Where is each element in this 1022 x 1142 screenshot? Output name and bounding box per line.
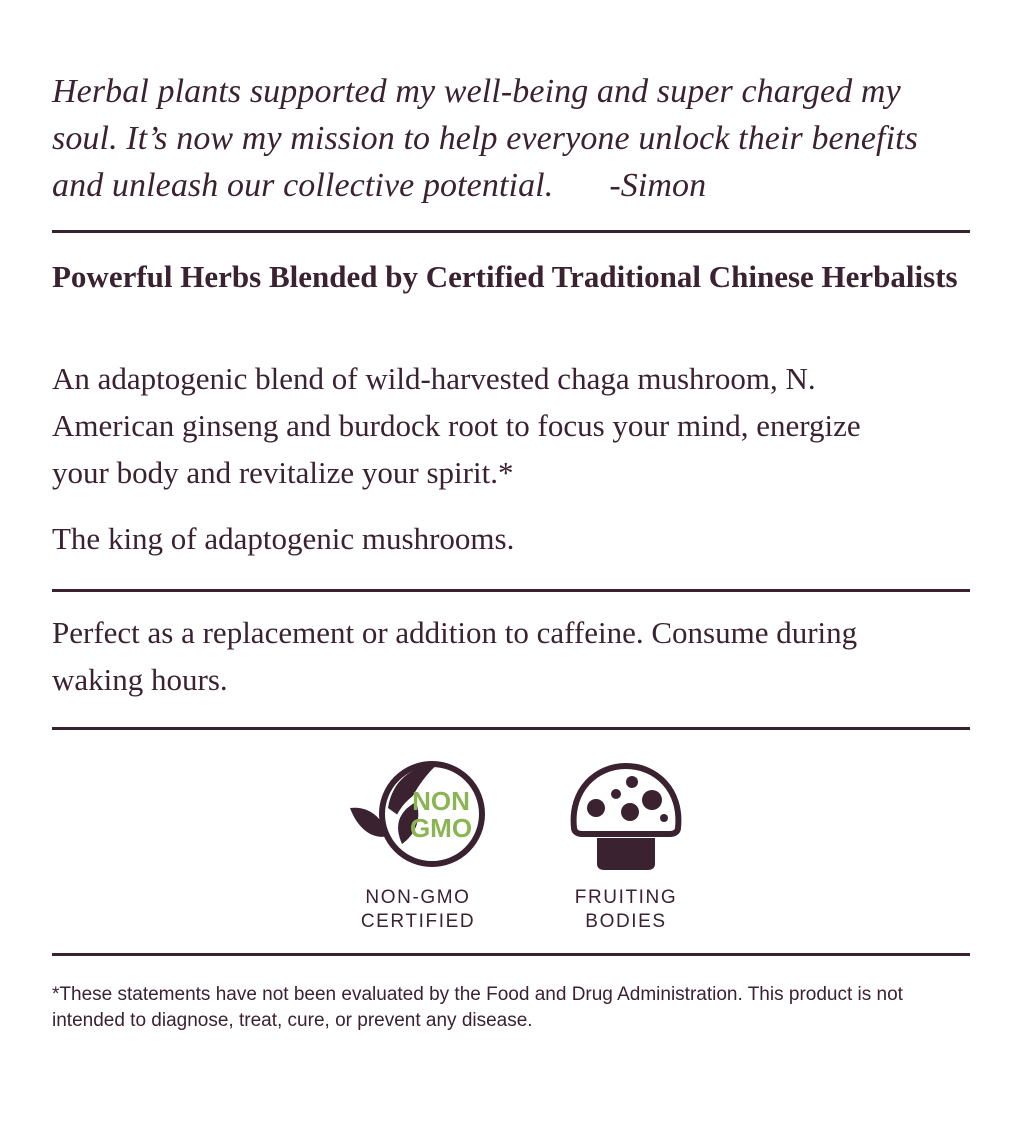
non-gmo-icon [348,760,488,872]
mushroom-icon [566,760,686,872]
badge-non-gmo [338,760,498,934]
section-heading: Powerful Herbs Blended by Certified Traditional Chinese Herbalists [52,259,958,294]
divider [52,589,970,592]
divider [52,727,970,730]
non-gmo-icon-text-bottom: GMO [409,813,473,843]
product-description: An adaptogenic blend of wild-harvested chaga mushroom, N. American ginseng and burdock root to focus your mind, energize your body and revitalize your spirit.* [52,361,861,490]
badge-label-fruiting-bodies: FRUITING BODIES [574,887,678,932]
quote-text: Herbal plants supported my well-being and super charged my soul. It’s now my mission to help everyone unlock their benefits and unleash our collective potential. [52,73,919,204]
divider [52,953,970,956]
fda-disclaimer: *These statements have not been evaluated by the Food and Drug Administration. This product is not intended to diagnose, treat, cure, or prevent any disease. [52,984,903,1031]
usage-instructions: Perfect as a replacement or addition to caffeine. Consume during waking hours. [52,615,858,697]
badge-fruiting-bodies [546,760,706,934]
divider [52,230,970,233]
founder-quote [52,68,970,209]
product-tagline: The king of adaptogenic mushrooms. [52,521,515,556]
badge-label-non-gmo: NON-GMO CERTIFIED [360,887,476,932]
non-gmo-icon-text-top: NON [412,786,470,816]
quote-signature: -Simon [609,167,707,204]
certification-badges [52,760,970,940]
